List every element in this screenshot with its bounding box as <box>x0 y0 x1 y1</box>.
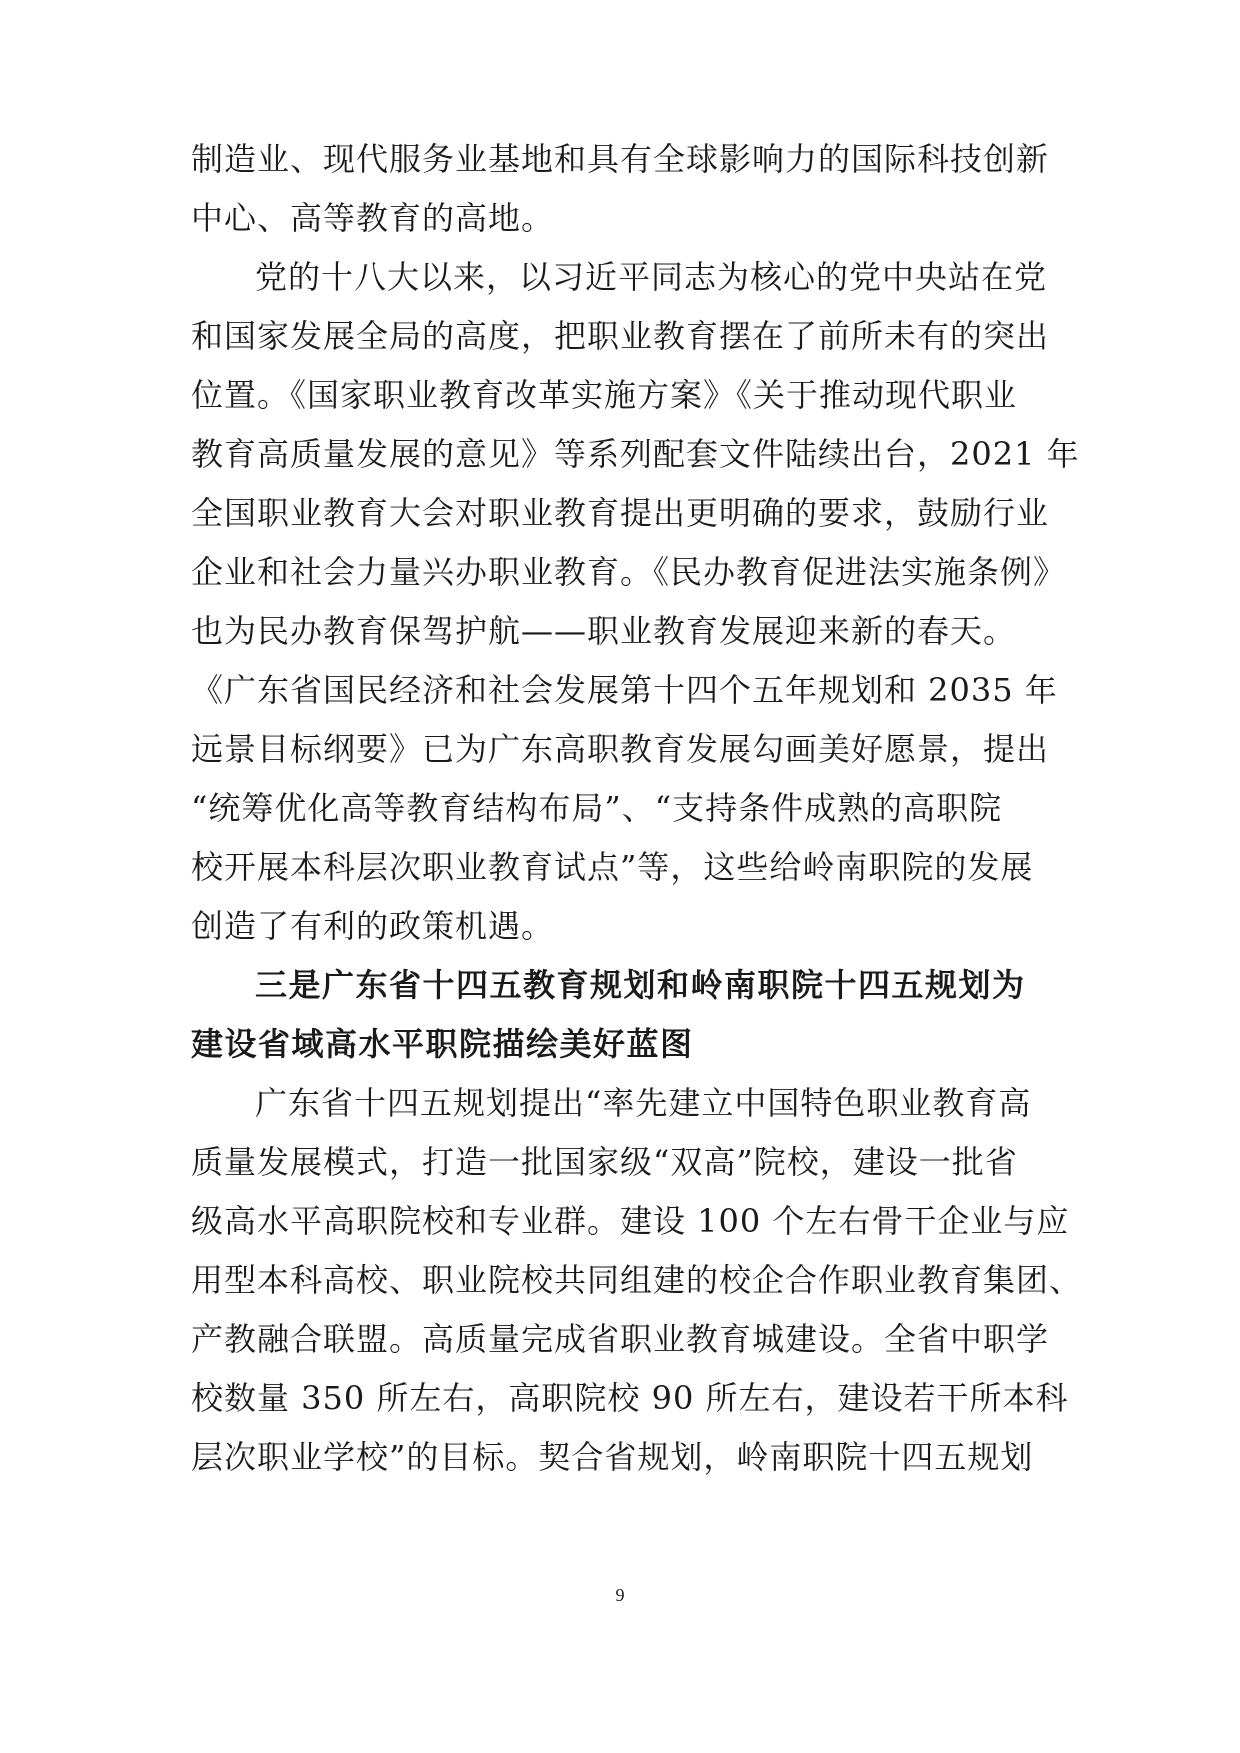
body-text-line: 级高水平高职院校和专业群。建设 100 个左右骨干企业与应 <box>191 1202 1070 1240</box>
body-text-line: 教育高质量发展的意见》等系列配套文件陆续出台，2021 年 <box>191 435 1080 473</box>
body-text-line: 产教融合联盟。高质量完成省职业教育城建设。全省中职学 <box>191 1320 1050 1358</box>
body-text-line: 和国家发展全局的高度，把职业教育摆在了前所未有的突出 <box>191 317 1050 355</box>
body-text-line: 校开展本科层次职业教育试点”等，这些给岭南职院的发展 <box>191 848 1034 886</box>
body-text-line: 质量发展模式，打造一批国家级“双高”院校，建设一批省 <box>191 1143 1018 1181</box>
body-text-line: 远景目标纲要》已为广东高职教育发展勾画美好愿景，提出 <box>191 730 1050 768</box>
section-heading-line: 三是广东省十四五教育规划和岭南职院十四五规划为 <box>255 966 1026 1004</box>
body-text-line: 全国职业教育大会对职业教育提出更明确的要求，鼓励行业 <box>191 494 1050 532</box>
body-text-line: 层次职业学校”的目标。契合省规划，岭南职院十四五规划 <box>191 1438 1034 1476</box>
section-heading-line: 建设省域高水平职院描绘美好蓝图 <box>191 1025 694 1063</box>
body-text-line: 广东省十四五规划提出“率先建立中国特色职业教育高 <box>255 1084 1032 1122</box>
body-text-line: 校数量 350 所左右，高职院校 90 所左右，建设若干所本科 <box>191 1379 1069 1417</box>
body-text-line: 企业和社会力量兴办职业教育。《民办教育促进法实施条例》 <box>191 553 1067 591</box>
body-text-line: “统筹优化高等教育结构布局”、“支持条件成熟的高职院 <box>191 789 1003 827</box>
body-text-line: 也为民办教育保驾护航——职业教育发展迎来新的春天。 <box>191 612 1017 650</box>
body-text-line: 位置。《国家职业教育改革实施方案》《关于推动现代职业 <box>191 376 1018 414</box>
body-text-line: 党的十八大以来，以习近平同志为核心的党中央站在党 <box>255 258 1048 296</box>
body-text-line: 创造了有利的政策机遇。 <box>191 907 555 945</box>
body-text-line: 《广东省国民经济和社会发展第十四个五年规划和 2035 年 <box>191 671 1058 709</box>
body-text-line: 中心、高等教育的高地。 <box>191 199 555 237</box>
body-text-line: 制造业、现代服务业基地和具有全球影响力的国际科技创新 <box>191 140 1050 178</box>
body-text-line: 用型本科高校、职业院校共同组建的校企合作职业教育集团、 <box>191 1261 1083 1299</box>
page-number: 9 <box>615 1585 625 1605</box>
